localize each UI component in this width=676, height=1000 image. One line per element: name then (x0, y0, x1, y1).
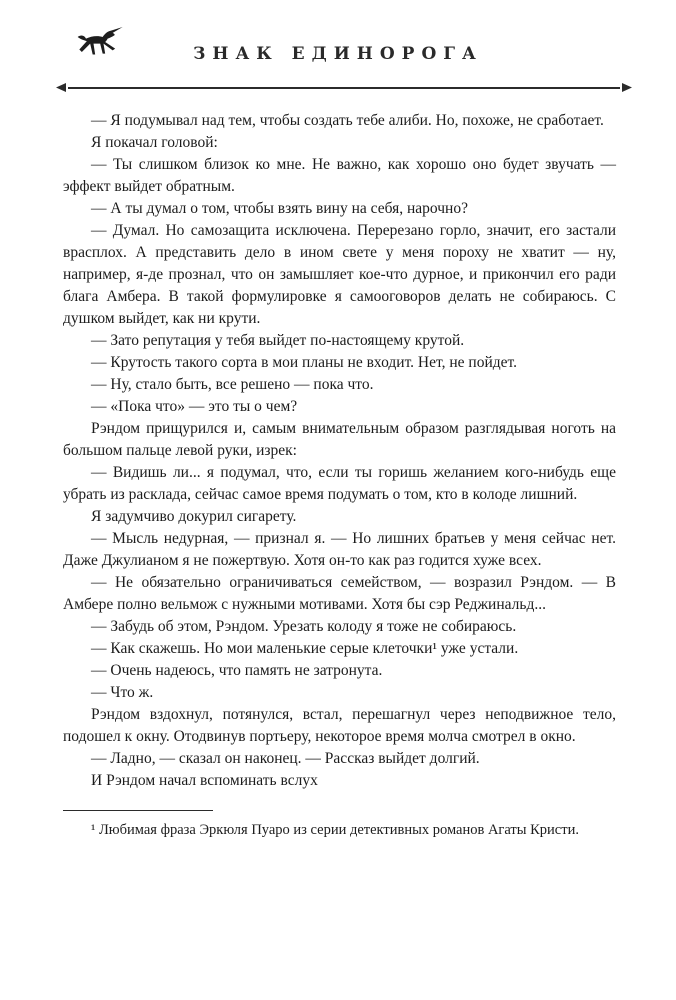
paragraph: — Думал. Но самозащита исключена. Перерезано горло, значит, его застали врасплох. А представить дело в ином свете у меня пороху не хватит — ну, например, я-де прознал, что он замышляет кое-что дурное, и прикончил его ради блага Амбера. В такой формулировке я самооговоров делать не собираюсь. С душком выйдет, как ни крути. (63, 222, 616, 327)
paragraph: — Видишь ли... я подумал, что, если ты горишь желанием кого-нибудь еще убрать из расклада, сейчас самое время подумать о том, кто в колоде лишний. (63, 464, 616, 503)
paragraph: — А ты думал о том, чтобы взять вину на себя, нарочно? (91, 200, 468, 217)
paragraph: И Рэндом начал вспоминать вслух (91, 772, 318, 789)
paragraph: Я задумчиво докурил сигарету. (91, 508, 297, 525)
paragraph: Рэндом вздохнул, потянулся, встал, перешагнул через неподвижное тело, подошел к окну. Отодвинув портьеру, некоторое время молча смотрел в окно. (63, 706, 616, 745)
paragraph: — Ну, стало быть, все решено — пока что. (91, 376, 374, 393)
paragraph: — Я подумывал над тем, чтобы создать тебе алиби. Но, похоже, не сработает. (91, 112, 604, 129)
paragraph: — Мысль недурная, — признал я. — Но лишних братьев у меня сейчас нет. Даже Джулианом я не пожертвую. Хотя он-то как раз годится хуже всех. (63, 530, 616, 569)
paragraph: — Ты слишком близок ко мне. Не важно, как хорошо оно будет звучать — эффект выйдет обратным. (63, 156, 616, 195)
page-title: ЗНАК ЕДИНОРОГА (193, 44, 483, 64)
page-body (0, 100, 676, 792)
decorative-rule (56, 83, 632, 92)
paragraph: — Не обязательно ограничиваться семейством, — возразил Рэндом. — В Амбере полно вельмож с нужными мотивами. Хотя бы сэр Реджинальд... (63, 574, 616, 613)
paragraph: — Ладно, — сказал он наконец. — Рассказ выйдет долгий. (91, 750, 480, 767)
footnote-text: ¹ Любимая фраза Эркюля Пуаро из серии детективных романов Агаты Кристи. (91, 822, 579, 838)
paragraph: — Что ж. (91, 684, 154, 701)
paragraph: — Забудь об этом, Рэндом. Урезать колоду я тоже не собираюсь. (91, 618, 517, 635)
paragraph: — Очень надеюсь, что память не затронута. (91, 662, 383, 679)
paragraph: — Зато репутация у тебя выйдет по-настоящему крутой. (91, 332, 465, 349)
rule-line (68, 87, 620, 89)
rule-left-arrow-icon (56, 83, 66, 92)
paragraph: — Крутость такого сорта в мои планы не входит. Нет, не пойдет. (91, 354, 517, 371)
page-header (0, 0, 676, 100)
paragraph: Я покачал головой: (91, 134, 218, 151)
paragraph: — «Пока что» — это ты о чем? (91, 398, 298, 415)
paragraph: — Как скажешь. Но мои маленькие серые клеточки¹ уже устали. (91, 640, 519, 657)
rule-right-arrow-icon (622, 83, 632, 92)
paragraph: Рэндом прищурился и, самым внимательным образом разглядывая ноготь на большом пальце левой руки, изрек: (63, 420, 616, 459)
